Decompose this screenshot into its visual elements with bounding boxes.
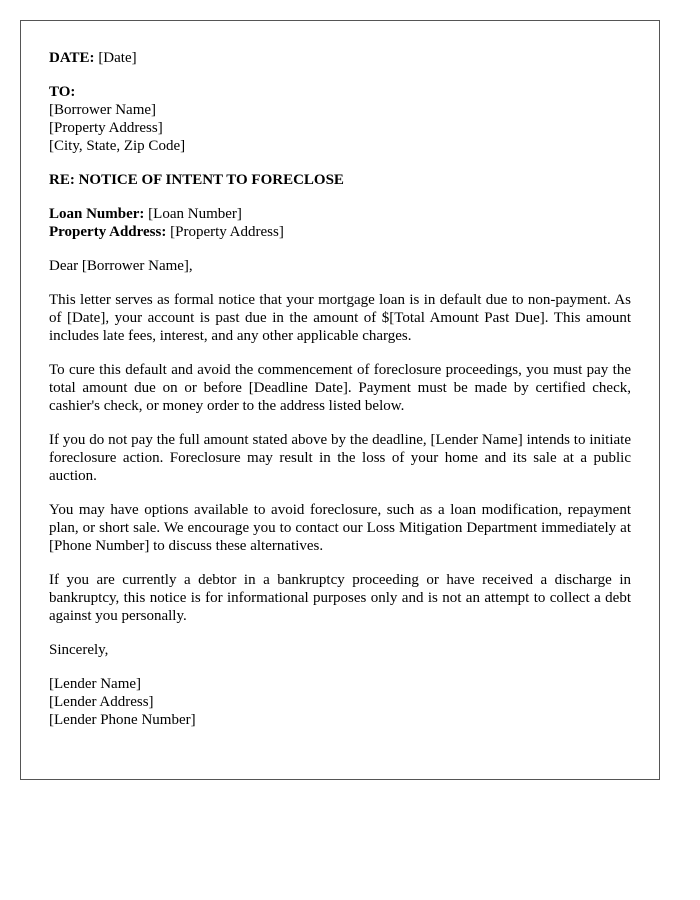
property-address-line (49, 223, 631, 241)
recipient-name: [Borrower Name] (49, 102, 157, 118)
lender-name: [Lender Name] (49, 676, 142, 692)
recipient-block (49, 83, 631, 155)
date-value: [Date] (98, 50, 137, 66)
property-address-value: [Property Address] (170, 224, 284, 240)
letter-document (20, 20, 660, 780)
recipient-city-state-zip: [City, State, Zip Code] (49, 138, 186, 154)
signature-block (49, 675, 631, 729)
paragraph-default-notice: This letter serves as formal notice that your mortgage loan is in default due to non-payment. As of [Date], your account is past due in the amount of $[Total Amount Past Due]. This amount includes late fees, interest, and any other applicable charges. (49, 292, 631, 344)
to-label: TO: (49, 84, 76, 100)
paragraph-bankruptcy: If you are currently a debtor in a bankruptcy proceeding or have received a discharge in bankruptcy, this notice is for informational purposes only and is not an attempt to collect a debt against you personally. (49, 572, 631, 624)
loan-number-value: [Loan Number] (148, 206, 242, 222)
closing: Sincerely, (49, 642, 109, 658)
lender-address: [Lender Address] (49, 694, 154, 710)
paragraph-cure-default: To cure this default and avoid the commencement of foreclosure proceedings, you must pay the total amount due on or before [Deadline Date]. Payment must be made by certified check, cashier's check, or money order to the address listed below. (49, 362, 631, 414)
salutation: Dear [Borrower Name], (49, 258, 193, 274)
paragraph-options: You may have options available to avoid foreclosure, such as a loan modification, repayment plan, or short sale. We encourage you to contact our Loss Mitigation Department immediately at [Phone Number] to discuss these alternatives. (49, 502, 631, 554)
loan-details (49, 205, 631, 241)
loan-number-label: Loan Number: (49, 206, 145, 222)
re-line: RE: NOTICE OF INTENT TO FORECLOSE (49, 172, 344, 188)
recipient-address: [Property Address] (49, 120, 163, 136)
property-address-label: Property Address: (49, 224, 167, 240)
date-line (49, 49, 631, 67)
date-label: DATE: (49, 50, 95, 66)
lender-phone: [Lender Phone Number] (49, 712, 196, 728)
paragraph-foreclosure-action: If you do not pay the full amount stated above by the deadline, [Lender Name] intends to initiate foreclosure action. Foreclosure may result in the loss of your home and its sale at a public auction. (49, 432, 631, 484)
loan-number-line (49, 205, 631, 223)
